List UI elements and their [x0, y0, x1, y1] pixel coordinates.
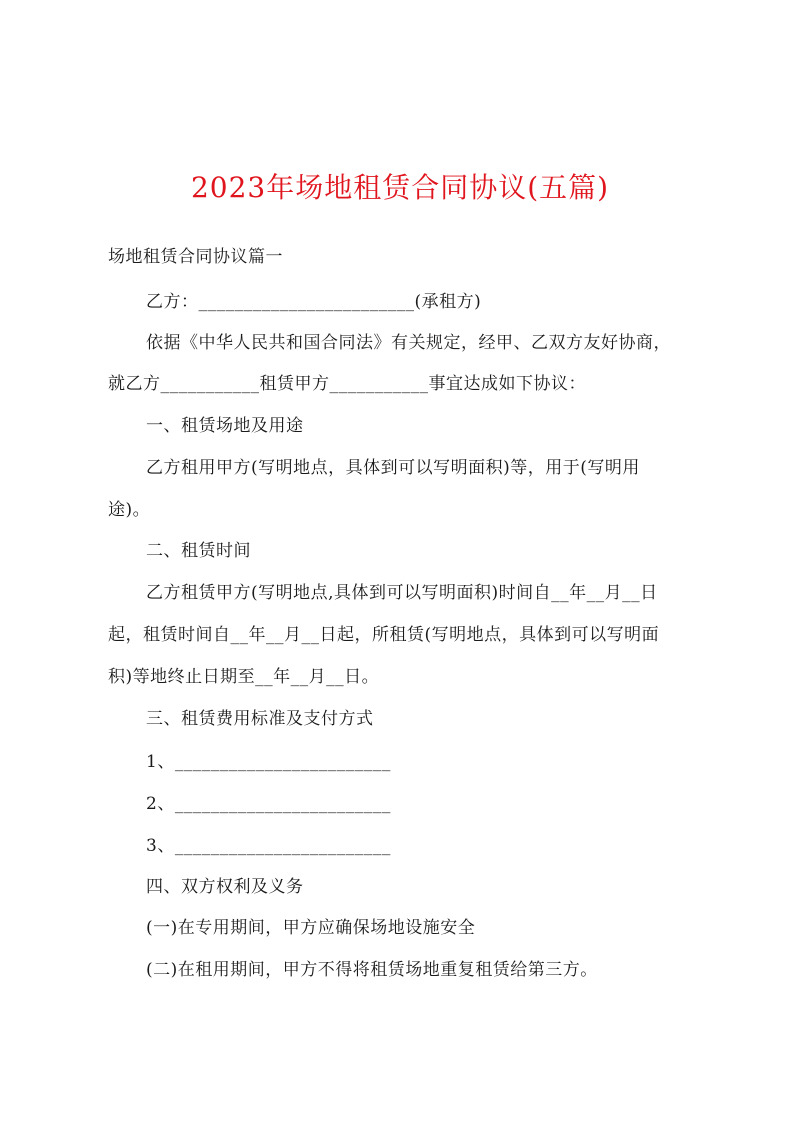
document-title: 2023年场地租赁合同协议(五篇) — [190, 171, 610, 204]
paragraph-line: 就乙方___________租赁甲方___________事宜达成如下协议： — [108, 374, 586, 394]
paragraph-line: (二)在租用期间，甲方不得将租赁场地重复租赁给第三方。 — [146, 960, 598, 980]
paragraph-line: 起，租赁时间自__年__月__日起，所租赁(写明地点，具体到可以写明面 — [108, 625, 660, 645]
list-item: 1、________________________ — [146, 752, 391, 772]
party-b-line: 乙方：________________________(承租方) — [146, 292, 482, 312]
clause-heading: 四、双方权利及义务 — [146, 877, 304, 897]
clause-heading: 一、租赁场地及用途 — [146, 416, 304, 436]
clause-heading: 三、租赁费用标准及支付方式 — [146, 709, 374, 729]
paragraph-line: 依据《中华人民共和国合同法》有关规定，经甲、乙双方友好协商， — [146, 333, 671, 353]
list-item: 3、________________________ — [146, 836, 391, 856]
clause-heading: 二、租赁时间 — [146, 541, 251, 561]
paragraph-line: 途)。 — [108, 500, 151, 520]
paragraph-line: 乙方租用甲方(写明地点，具体到可以写明面积)等，用于(写明用 — [146, 458, 640, 478]
paragraph-line: 乙方租赁甲方(写明地点,具体到可以写明面积)时间自__年__月__日 — [146, 583, 658, 603]
paragraph-line: 积)等地终止日期至__年__月__日。 — [108, 667, 380, 687]
section-heading: 场地租赁合同协议篇一 — [108, 247, 283, 267]
paragraph-line: (一)在专用期间，甲方应确保场地设施安全 — [146, 918, 476, 938]
list-item: 2、________________________ — [146, 794, 391, 814]
